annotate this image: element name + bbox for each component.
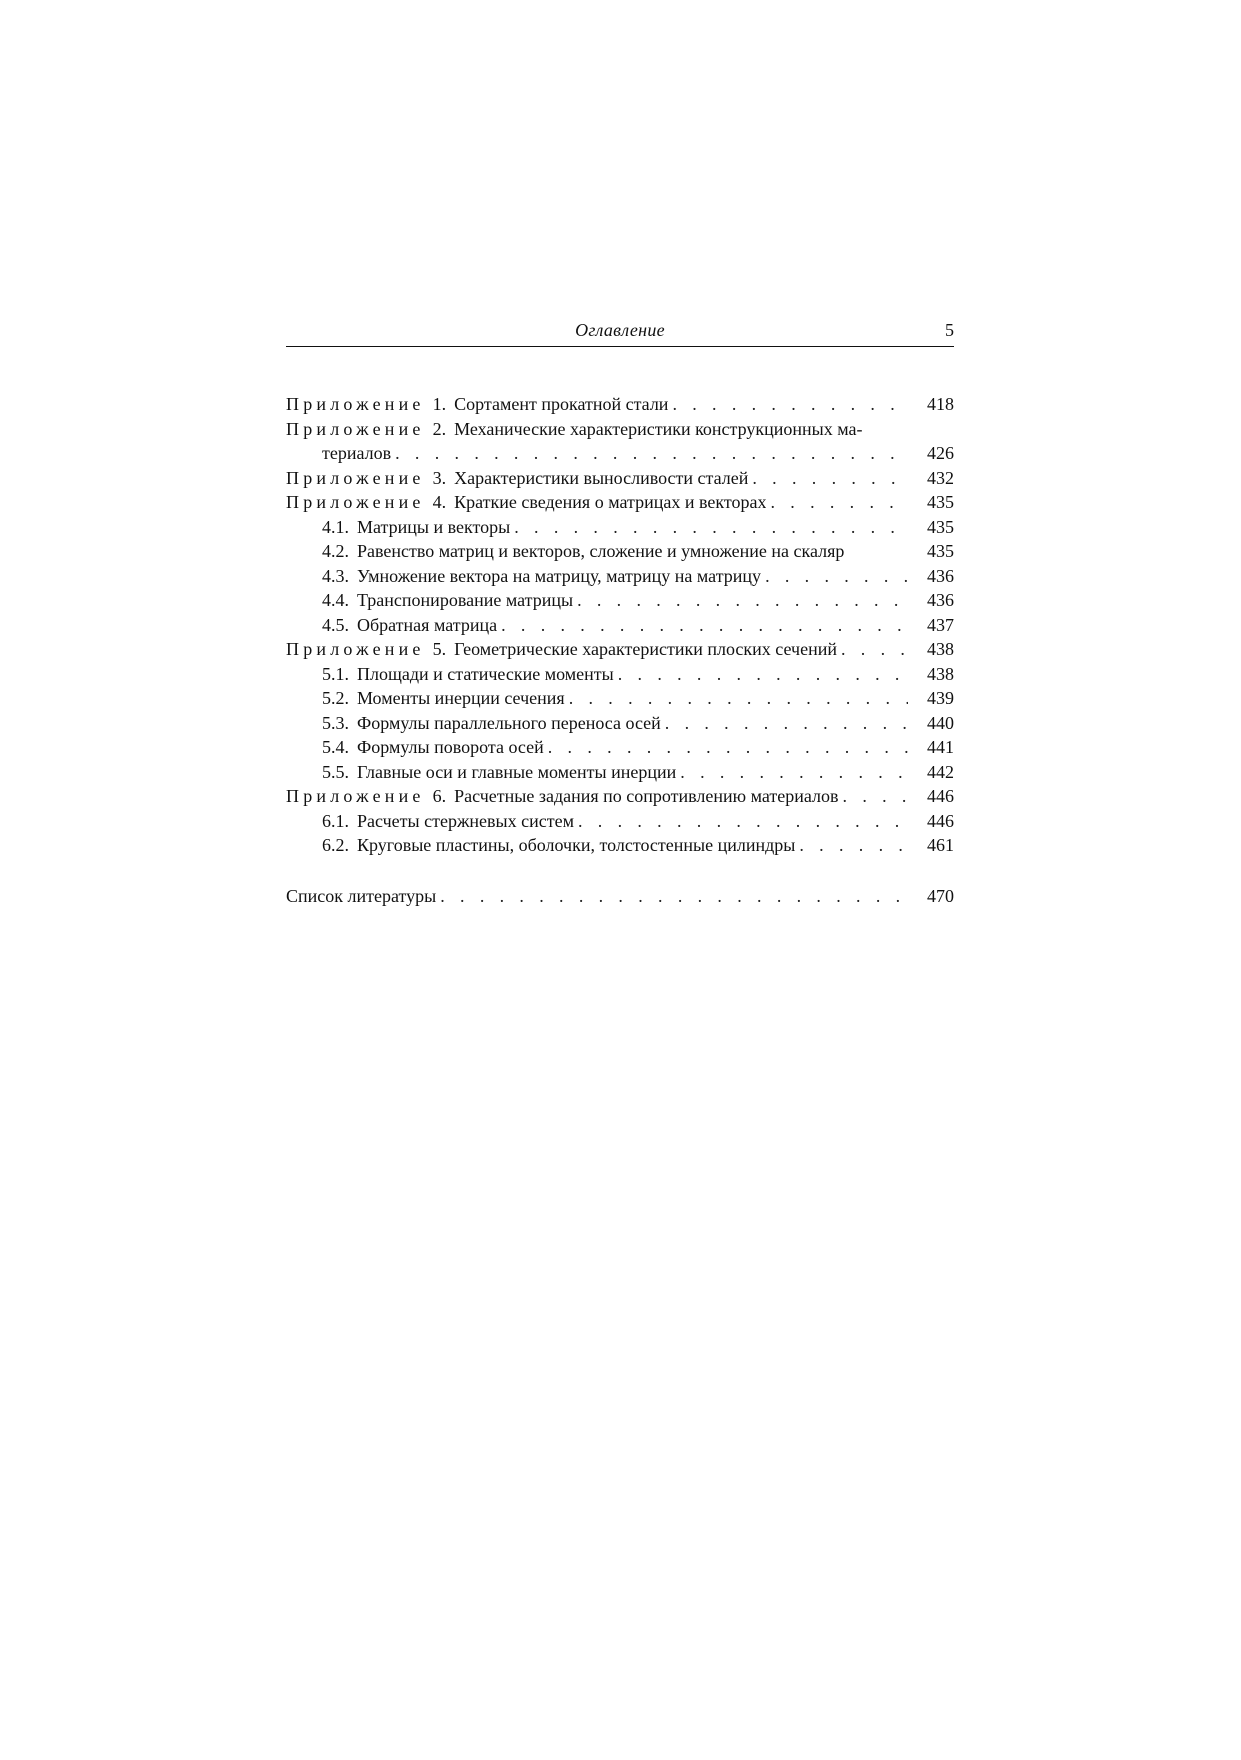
page-number: 5 <box>945 320 954 340</box>
entry-page: 438 <box>927 663 954 684</box>
entry-title: Расчетные задания по сопротивлению материалов <box>454 786 839 806</box>
entry-title: Матрицы и векторы <box>357 516 511 537</box>
entry-page: 446 <box>927 810 954 831</box>
toc-entry-section-6-2[interactable] <box>286 833 954 858</box>
entry-number: 5.3. <box>322 712 349 733</box>
toc-entry-section-4-3[interactable] <box>286 564 954 589</box>
entry-title: Формулы параллельного переноса осей <box>357 712 661 733</box>
entry-page: 461 <box>927 835 954 855</box>
entry-page: 432 <box>927 467 954 488</box>
appendix-word: Приложение <box>286 639 425 659</box>
appendix-word: Приложение <box>286 786 425 806</box>
entry-page: 426 <box>927 443 954 463</box>
toc-entry-bibliography[interactable] <box>286 884 954 909</box>
toc-entry-section-5-1[interactable] <box>286 662 954 687</box>
entry-number: 1. <box>432 394 447 414</box>
entry-number: 4.3. <box>322 565 349 586</box>
table-of-contents <box>286 392 954 908</box>
dot-leader <box>766 490 908 515</box>
entry-number: 6.2. <box>322 835 349 855</box>
toc-entry-section-5-5[interactable] <box>286 760 954 785</box>
running-header <box>286 318 954 347</box>
entry-title: Расчеты стержневых систем <box>357 810 574 831</box>
dot-leader <box>839 784 908 809</box>
entry-title: Равенство матриц и векторов, сложение и умножение на скаляр <box>357 541 845 561</box>
entry-page: 438 <box>927 639 954 659</box>
dot-leader <box>761 564 908 589</box>
entry-page: 418 <box>927 394 954 414</box>
entry-page: 441 <box>927 737 954 757</box>
entry-title: Геометрические характеристики плоских сечений <box>454 639 837 659</box>
dot-leader <box>574 809 908 834</box>
entry-number: 6.1. <box>322 810 349 831</box>
entry-number: 6. <box>432 786 447 806</box>
toc-entry-appendix-3[interactable] <box>286 466 954 491</box>
entry-number: 5.2. <box>322 688 349 708</box>
entry-title: Умножение вектора на матрицу, матрицу на матрицу <box>357 565 762 586</box>
entry-number: 5.1. <box>322 663 349 684</box>
dot-leader <box>614 662 908 687</box>
dot-leader <box>795 833 908 858</box>
appendix-word: Приложение <box>286 467 425 488</box>
entry-page: 446 <box>927 786 954 806</box>
entry-page: 436 <box>927 565 954 586</box>
entry-title: Круговые пластины, оболочки, толстостенные цилиндры <box>357 835 796 855</box>
entry-title: Площади и статические моменты <box>357 663 614 684</box>
entry-number: 5.4. <box>322 737 349 757</box>
toc-entry-section-5-3[interactable] <box>286 711 954 736</box>
toc-entry-section-6-1[interactable] <box>286 809 954 834</box>
toc-entry-appendix-5[interactable] <box>286 637 954 662</box>
appendix-word: Приложение <box>286 418 425 439</box>
appendix-word: Приложение <box>286 492 425 512</box>
toc-entry-appendix-4[interactable] <box>286 490 954 515</box>
dot-leader <box>391 441 908 466</box>
dot-leader <box>668 392 908 417</box>
entry-number: 3. <box>432 467 447 488</box>
dot-leader <box>573 588 908 613</box>
entry-title: Характеристики выносливости сталей <box>454 467 749 488</box>
entry-page: 439 <box>927 688 954 708</box>
entry-title: Сортамент прокатной стали <box>454 394 669 414</box>
entry-page: 440 <box>927 712 954 733</box>
toc-entry-appendix-2[interactable] <box>286 417 954 466</box>
entry-number: 4.1. <box>322 516 349 537</box>
entry-number: 4.5. <box>322 614 349 635</box>
entry-title: Формулы поворота осей <box>357 737 544 757</box>
entry-page: 437 <box>927 614 954 635</box>
dot-leader <box>436 884 908 909</box>
dot-leader <box>565 686 908 711</box>
entry-number: 2. <box>432 418 447 439</box>
entry-number: 5. <box>432 639 447 659</box>
toc-entry-appendix-1[interactable] <box>286 392 954 417</box>
toc-entry-section-4-1[interactable] <box>286 515 954 540</box>
entry-title-line-1: Механические характеристики конструкционных ма- <box>454 418 863 439</box>
entry-title: Обратная матрица <box>357 614 498 635</box>
dot-leader <box>497 613 908 638</box>
entry-title: Главные оси и главные моменты инерции <box>357 761 677 782</box>
entry-title-line-2: териалов <box>322 443 392 463</box>
dot-leader <box>748 466 908 491</box>
toc-entry-section-4-5[interactable] <box>286 613 954 638</box>
entry-page: 435 <box>927 541 954 561</box>
toc-entry-section-5-2[interactable] <box>286 686 954 711</box>
toc-entry-section-4-4[interactable] <box>286 588 954 613</box>
entry-title: Список литературы <box>286 885 437 906</box>
entry-number: 4.4. <box>322 590 349 610</box>
entry-number: 4.2. <box>322 541 349 561</box>
toc-entry-section-5-4[interactable] <box>286 735 954 760</box>
entry-page: 470 <box>927 885 954 906</box>
entry-title: Краткие сведения о матрицах и векторах <box>454 492 767 512</box>
dot-leader <box>837 637 908 662</box>
dot-leader <box>676 760 908 785</box>
toc-entry-section-4-2[interactable] <box>286 539 954 564</box>
entry-page: 442 <box>927 761 954 782</box>
appendix-word: Приложение <box>286 394 425 414</box>
toc-entry-appendix-6[interactable] <box>286 784 954 809</box>
entry-number: 5.5. <box>322 761 349 782</box>
entry-title: Моменты инерции сечения <box>357 688 565 708</box>
entry-title: Транспонирование матрицы <box>357 590 574 610</box>
entry-page: 436 <box>927 590 954 610</box>
entry-number: 4. <box>432 492 447 512</box>
entry-page: 435 <box>927 516 954 537</box>
dot-leader <box>510 515 908 540</box>
dot-leader <box>544 735 908 760</box>
running-title: Оглавление <box>575 320 665 340</box>
entry-page: 435 <box>927 492 954 512</box>
dot-leader <box>661 711 908 736</box>
